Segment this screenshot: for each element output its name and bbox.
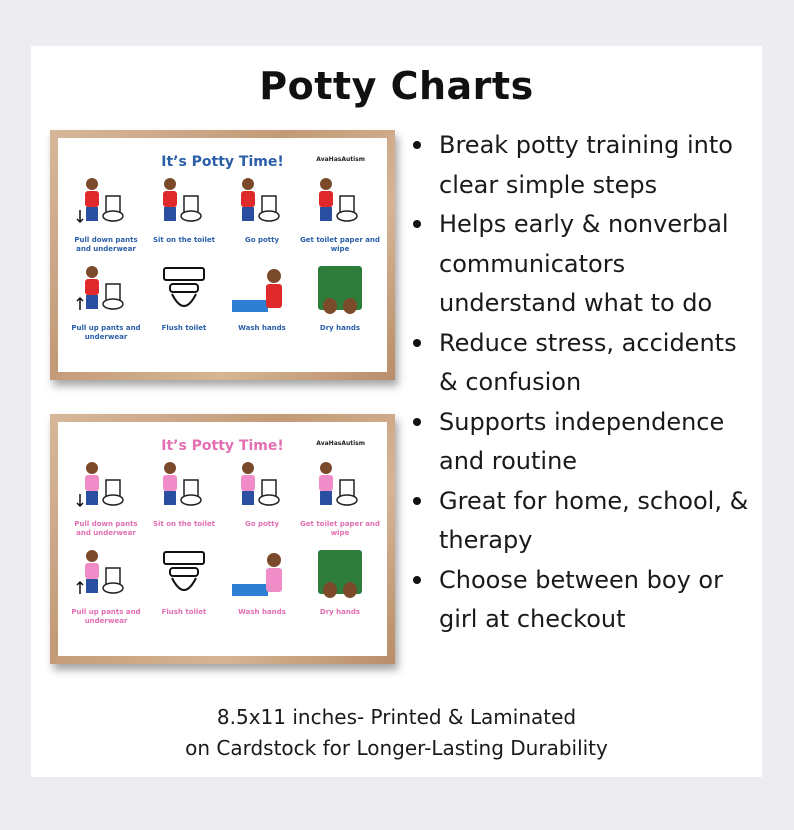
step-4 [300, 174, 380, 274]
wash-hands-icon [232, 546, 292, 602]
step-label: Go potty [244, 520, 280, 528]
step-label: Flush toilet [161, 324, 207, 332]
step-label: Flush toilet [161, 608, 207, 616]
boy-chart-frame [50, 130, 395, 380]
toilet-paper-icon [310, 174, 370, 230]
step-8 [300, 546, 380, 646]
step-2 [144, 174, 224, 274]
flush-toilet-icon [154, 546, 214, 602]
brand-logo: AvaHasAutism [316, 440, 365, 447]
pull-down-pants-icon [76, 458, 136, 514]
dry-hands-icon [310, 546, 370, 602]
step-7 [222, 262, 302, 362]
step-6 [144, 546, 224, 646]
specs-line-2: on Cardstock for Longer-Lasting Durability [185, 736, 608, 760]
girl-chart-poster [58, 422, 387, 656]
product-card [31, 46, 762, 777]
step-5 [66, 262, 146, 362]
feature-item: Choose between boy or girl at checkout [411, 561, 751, 640]
sit-on-toilet-icon [154, 458, 214, 514]
feature-item: Great for home, school, & therapy [411, 482, 751, 561]
step-8 [300, 262, 380, 362]
dry-hands-icon [310, 262, 370, 318]
step-label: Get toilet paper and wipe [300, 236, 380, 253]
girl-chart-frame [50, 414, 395, 664]
step-4 [300, 458, 380, 558]
sit-on-toilet-icon [154, 174, 214, 230]
step-label: Go potty [244, 236, 280, 244]
wash-hands-icon [232, 262, 292, 318]
step-label: Dry hands [319, 608, 361, 616]
step-label: Pull down pants and underwear [74, 520, 138, 537]
page-title: Potty Charts [259, 64, 534, 108]
flush-toilet-icon [154, 262, 214, 318]
feature-list [411, 126, 751, 640]
step-3 [222, 174, 302, 274]
step-label: Sit on the toilet [152, 236, 215, 244]
product-specs [31, 702, 762, 764]
pull-up-pants-icon [76, 546, 136, 602]
step-label: Get toilet paper and wipe [300, 520, 380, 537]
step-label: Sit on the toilet [152, 520, 215, 528]
feature-item: Break potty training into clear simple steps [411, 126, 751, 205]
pull-up-pants-icon [76, 262, 136, 318]
boy-chart-poster [58, 138, 387, 372]
step-label: Wash hands [238, 324, 286, 332]
step-1 [66, 174, 146, 274]
step-6 [144, 262, 224, 362]
step-5 [66, 546, 146, 646]
step-label: Dry hands [319, 324, 361, 332]
step-3 [222, 458, 302, 558]
step-label: Pull up pants and underwear [71, 324, 141, 341]
feature-item: Helps early & nonverbal communicators understand what to do [411, 205, 751, 324]
step-2 [144, 458, 224, 558]
specs-line-1: 8.5x11 inches- Printed & Laminated [216, 705, 577, 729]
feature-item: Supports independence and routine [411, 403, 751, 482]
poster-title: It’s Potty Time! [161, 154, 284, 170]
pull-down-pants-icon [76, 174, 136, 230]
step-1 [66, 458, 146, 558]
go-potty-icon [232, 458, 292, 514]
toilet-paper-icon [310, 458, 370, 514]
brand-logo: AvaHasAutism [316, 156, 365, 163]
step-label: Pull up pants and underwear [71, 608, 141, 625]
step-label: Wash hands [238, 608, 286, 616]
step-label: Pull down pants and underwear [74, 236, 138, 253]
step-7 [222, 546, 302, 646]
poster-title: It’s Potty Time! [161, 438, 284, 454]
go-potty-icon [232, 174, 292, 230]
feature-item: Reduce stress, accidents & confusion [411, 324, 751, 403]
